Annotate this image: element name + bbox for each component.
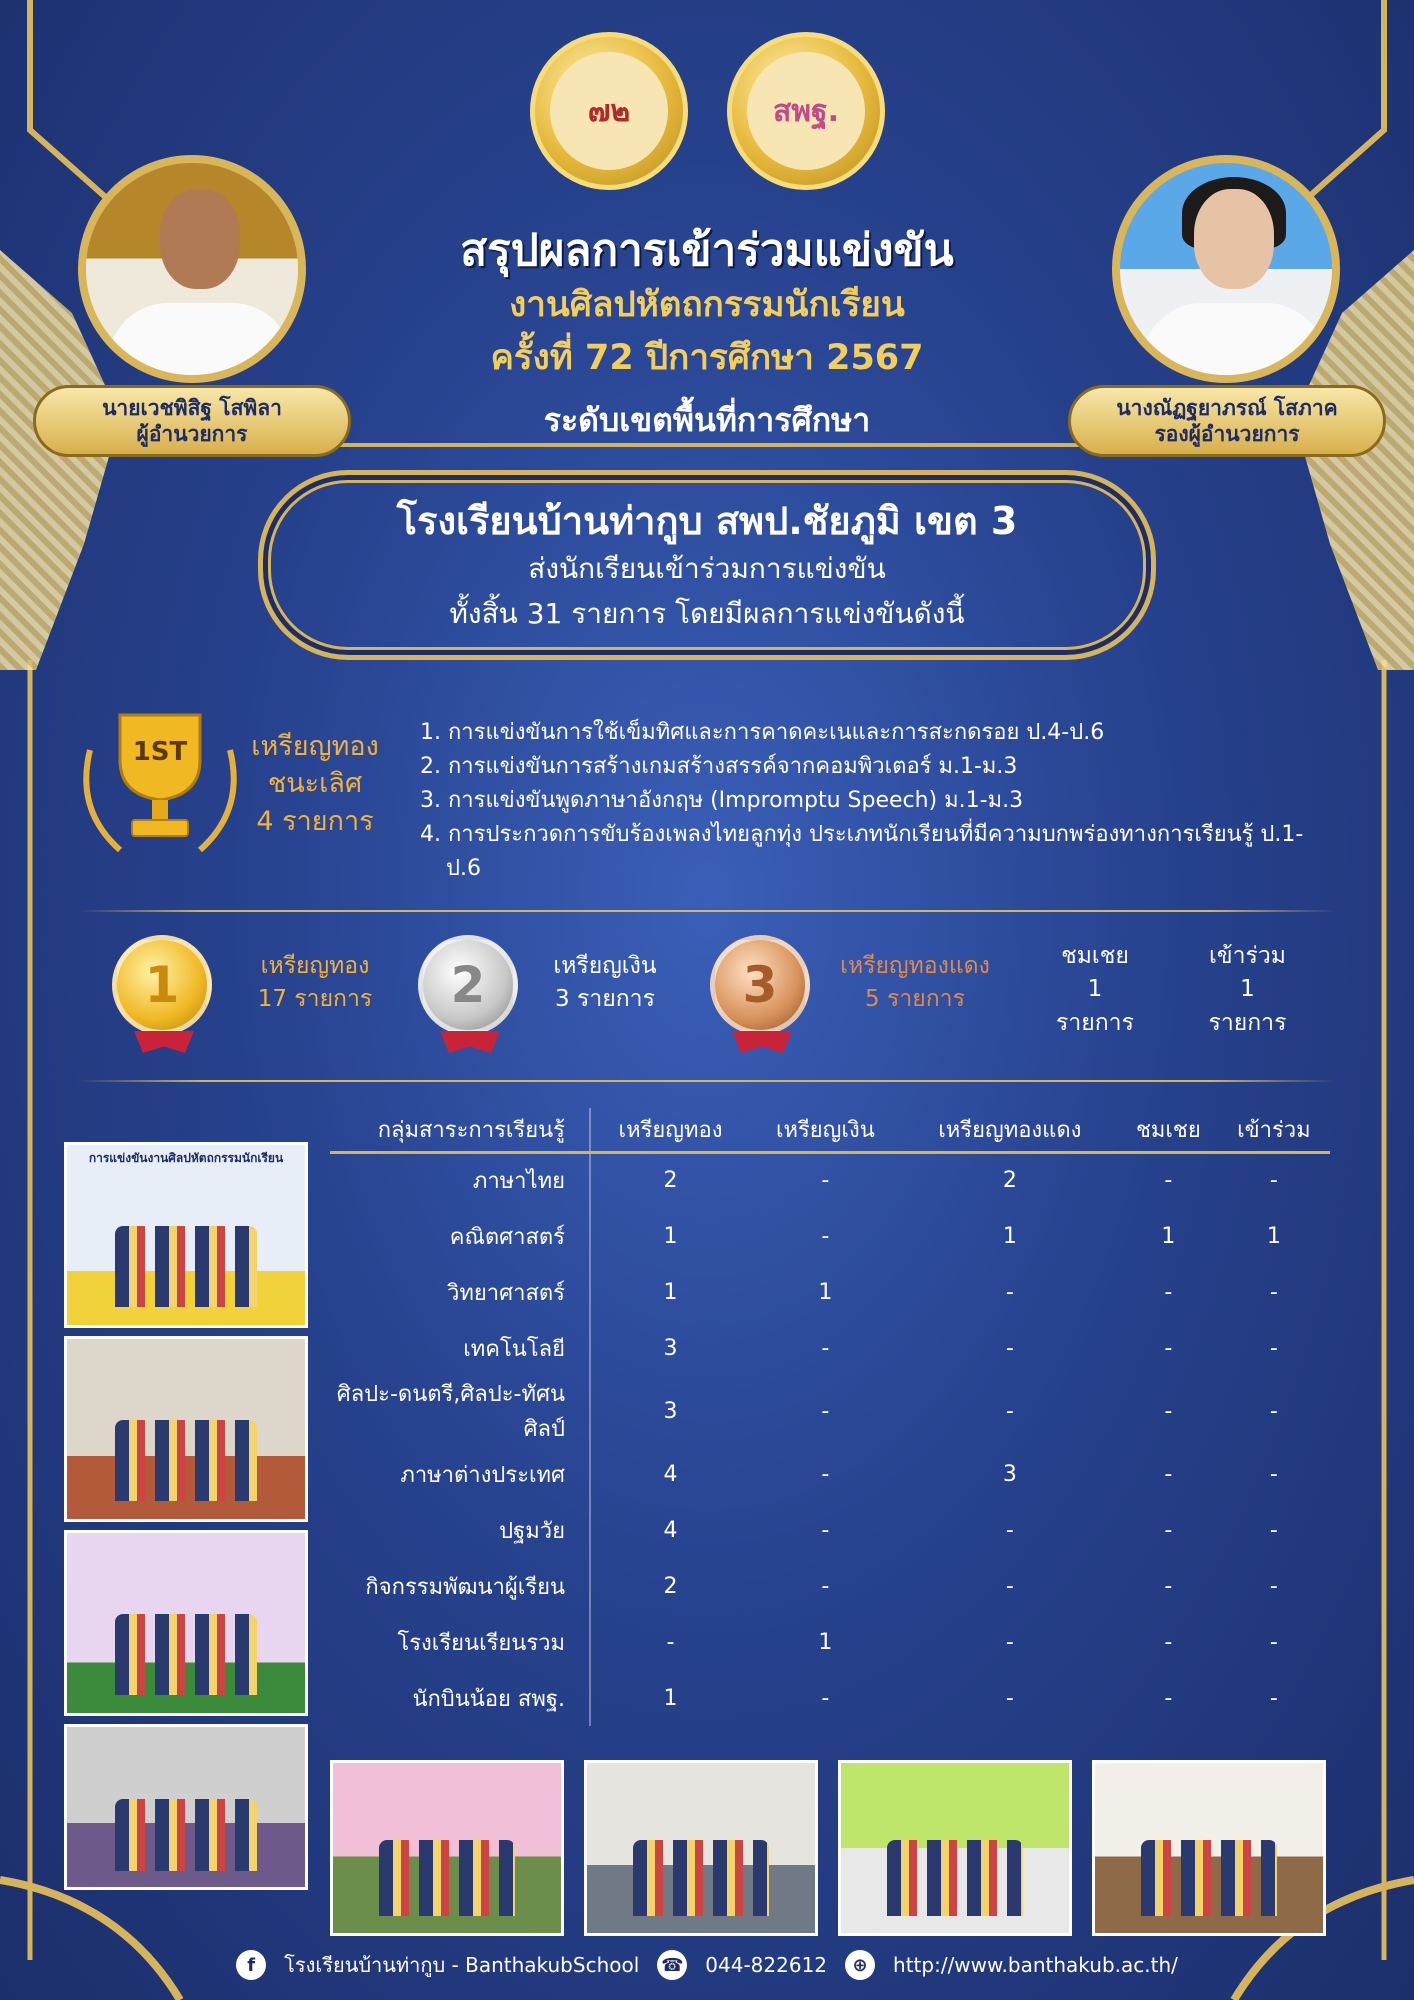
champion-item: 3. การแข่งขันพูดภาษาอังกฤษ (Impromptu Speech) ม.1-ม.3 xyxy=(420,788,1024,813)
silver-medal-number: 2 xyxy=(418,935,518,1035)
event-photo xyxy=(64,1530,308,1716)
count-cell: - xyxy=(1005,1279,1014,1305)
table-header-row xyxy=(330,1108,1330,1152)
bronze-medal-number: 3 xyxy=(710,935,810,1035)
champion-list xyxy=(420,716,1320,886)
deputy-role: รองผู้อำนวยการ xyxy=(1154,422,1300,446)
champion-item: 1. การแข่งขันการใช้เข็มทิศและการคาดคะเนและการสะกดรอย ป.4-ป.6 xyxy=(420,720,1105,745)
table-row xyxy=(330,1376,1330,1446)
count-cell: - xyxy=(1269,1279,1278,1305)
count-cell: 3 xyxy=(590,1376,750,1446)
school-summary-line2: ทั้งสิ้น 31 รายการ โดยมีผลการแข่งขันดังนี้ xyxy=(449,597,965,630)
count-cell: 3 xyxy=(590,1320,750,1376)
silver-label: เหรียญเงิน xyxy=(553,953,657,979)
subject-cell: นักบินน้อย สพฐ. xyxy=(412,1686,565,1712)
count-cell: - xyxy=(1164,1398,1173,1424)
deputy-name: นางณัฏฐยาภรณ์ โสภาค xyxy=(1116,395,1338,420)
table-row xyxy=(330,1208,1330,1264)
count-cell: - xyxy=(1164,1685,1173,1711)
divider xyxy=(78,910,1336,912)
count-cell: - xyxy=(1269,1573,1278,1599)
count-cell: - xyxy=(1005,1517,1014,1543)
subject-cell: ศิลปะ-ดนตรี,ศิลปะ-ทัศนศิลป์ xyxy=(336,1382,565,1442)
count-cell: - xyxy=(1269,1685,1278,1711)
table-row xyxy=(330,1670,1330,1726)
champion-line3: 4 รายการ xyxy=(256,805,374,837)
bronze-summary xyxy=(820,950,1010,1017)
silver-medal-icon xyxy=(418,935,522,1055)
champion-item: 4. การประกวดการขับร้องเพลงไทยลูกทุ่ง ประเภทนักเรียนที่มีความบกพร่องทางการเรียนรู้ ป.1-ป.6 xyxy=(420,822,1304,881)
subject-cell: คณิตศาสตร์ xyxy=(449,1224,565,1250)
table-row xyxy=(330,1614,1330,1670)
col-header-bronze: เหรียญทองแดง xyxy=(901,1108,1119,1152)
subject-cell: โรงเรียนเรียนรวม xyxy=(397,1630,565,1656)
count-cell: 1 xyxy=(590,1264,750,1320)
subject-cell: ภาษาไทย xyxy=(472,1169,565,1195)
divider xyxy=(78,1080,1336,1082)
event-photo xyxy=(64,1336,308,1522)
count-cell: - xyxy=(1164,1517,1173,1543)
trophy-text: 1ST xyxy=(132,737,188,767)
facebook-icon: f xyxy=(236,1950,266,1980)
honor-unit: รายการ xyxy=(1056,1009,1134,1036)
obec-seal-logo xyxy=(727,32,885,190)
count-cell: - xyxy=(821,1398,830,1424)
event-photo xyxy=(64,1724,308,1890)
count-cell: - xyxy=(1005,1629,1014,1655)
school-name: โรงเรียนบ้านท่ากูบ สพป.ชัยภูมิ เขต 3 xyxy=(396,499,1018,543)
count-cell: - xyxy=(1005,1335,1014,1361)
count-cell: - xyxy=(1269,1461,1278,1487)
silver-count: 3 รายการ xyxy=(555,986,655,1013)
participate-unit: รายการ xyxy=(1208,1009,1287,1036)
competition-level: ระดับเขตพื้นที่การศึกษา xyxy=(543,401,871,439)
footer xyxy=(0,1945,1414,1985)
event-name: งานศิลปหัตถกรรมนักเรียน xyxy=(509,285,905,325)
table-row xyxy=(330,1446,1330,1502)
subject-cell: เทคโนโลยี xyxy=(463,1336,565,1362)
count-cell: - xyxy=(1269,1398,1278,1424)
champion-line1: เหรียญทอง xyxy=(251,731,379,762)
count-cell: 2 xyxy=(590,1558,750,1614)
director-name: นายเวชพิสิฐ โสพิลา xyxy=(102,395,282,420)
count-cell: - xyxy=(821,1223,830,1249)
subject-cell: ภาษาต่างประเทศ xyxy=(400,1462,565,1488)
count-cell: 4 xyxy=(590,1446,750,1502)
gold-label: เหรียญทอง xyxy=(260,953,370,979)
champion-label xyxy=(240,728,390,840)
subject-cell: ปฐมวัย xyxy=(499,1518,565,1544)
count-cell: - xyxy=(1164,1168,1173,1194)
table-row xyxy=(330,1558,1330,1614)
count-cell: - xyxy=(1164,1335,1173,1361)
count-cell: - xyxy=(821,1335,830,1361)
results-table xyxy=(330,1108,1330,1726)
seal-left-text: ๗๒ xyxy=(550,52,668,170)
event-photo xyxy=(838,1760,1072,1936)
count-cell: 1 xyxy=(818,1629,833,1655)
district-seal-logo xyxy=(530,32,688,190)
bronze-medal-icon xyxy=(710,935,814,1055)
table-row xyxy=(330,1152,1330,1208)
count-cell: 1 xyxy=(818,1279,833,1305)
count-cell: 4 xyxy=(590,1502,750,1558)
event-edition: ครั้งที่ 72 ปีการศึกษา 2567 xyxy=(490,338,924,378)
col-header-honor: ชมเชย xyxy=(1119,1108,1218,1152)
col-header-gold: เหรียญทอง xyxy=(590,1108,750,1152)
subject-cell: กิจกรรมพัฒนาผู้เรียน xyxy=(365,1574,565,1600)
page-title: สรุปผลการเข้าร่วมแข่งขัน xyxy=(460,225,954,276)
count-cell: 2 xyxy=(590,1152,750,1208)
silver-summary xyxy=(530,950,680,1017)
count-cell: - xyxy=(821,1461,830,1487)
participate-count: 1 xyxy=(1240,976,1255,1003)
participate-summary xyxy=(1190,940,1305,1040)
honor-count: 1 xyxy=(1087,976,1103,1003)
col-header-subject: กลุ่มสาระการเรียนรู้ xyxy=(330,1108,590,1152)
participate-label: เข้าร่วม xyxy=(1209,943,1286,969)
count-cell: - xyxy=(590,1614,750,1670)
count-cell: 1 xyxy=(1002,1223,1017,1249)
count-cell: - xyxy=(821,1517,830,1543)
table-row xyxy=(330,1320,1330,1376)
seal-right-text: สพฐ. xyxy=(747,52,865,170)
event-photo xyxy=(330,1760,564,1936)
count-cell: - xyxy=(821,1685,830,1711)
trophy-icon xyxy=(70,710,250,860)
globe-icon: ⊕ xyxy=(845,1950,875,1980)
col-header-silver: เหรียญเงิน xyxy=(750,1108,901,1152)
director-role: ผู้อำนวยการ xyxy=(136,422,248,446)
count-cell: 3 xyxy=(1002,1461,1017,1487)
event-photo xyxy=(1092,1760,1326,1936)
bronze-count: 5 รายการ xyxy=(865,986,965,1013)
event-photo xyxy=(584,1760,818,1936)
count-cell: - xyxy=(1164,1279,1173,1305)
col-header-participate: เข้าร่วม xyxy=(1218,1108,1330,1152)
champion-item: 2. การแข่งขันการสร้างเกมสร้างสรรค์จากคอมพิวเตอร์ ม.1-ม.3 xyxy=(420,754,1018,779)
count-cell: - xyxy=(821,1573,830,1599)
honor-label: ชมเชย xyxy=(1061,943,1129,969)
count-cell: - xyxy=(1269,1629,1278,1655)
gold-summary xyxy=(230,950,400,1017)
gold-medal-number: 1 xyxy=(112,935,212,1035)
count-cell: 2 xyxy=(1002,1168,1017,1194)
bronze-label: เหรียญทองแดง xyxy=(840,953,990,979)
phone-number[interactable]: 044-822612 xyxy=(705,1953,828,1977)
count-cell: - xyxy=(1005,1573,1014,1599)
count-cell: 1 xyxy=(1161,1223,1176,1249)
count-cell: - xyxy=(821,1168,830,1194)
champion-line2: ชนะเลิศ xyxy=(267,768,363,800)
table-row xyxy=(330,1502,1330,1558)
count-cell: - xyxy=(1269,1335,1278,1361)
count-cell: - xyxy=(1269,1168,1278,1194)
gold-medal-icon xyxy=(112,935,216,1055)
school-summary-line1: ส่งนักเรียนเข้าร่วมการแข่งขัน xyxy=(528,552,886,585)
event-photo xyxy=(64,1142,308,1328)
photo-caption: การแข่งขันงานศิลปหัตถกรรมนักเรียน xyxy=(88,1151,284,1165)
table-row xyxy=(330,1264,1330,1320)
website-link[interactable]: http://www.banthakub.ac.th/ xyxy=(893,1953,1178,1977)
count-cell: - xyxy=(1269,1517,1278,1543)
facebook-link[interactable]: โรงเรียนบ้านท่ากูบ - BanthakubSchool xyxy=(284,1953,640,1977)
phone-icon: ☎ xyxy=(657,1950,687,1980)
count-cell: 1 xyxy=(590,1208,750,1264)
count-cell: - xyxy=(1005,1685,1014,1711)
honor-summary xyxy=(1040,940,1150,1040)
count-cell: - xyxy=(1164,1629,1173,1655)
count-cell: - xyxy=(1164,1573,1173,1599)
gold-count: 17 รายการ xyxy=(257,986,373,1013)
count-cell: 1 xyxy=(1266,1223,1281,1249)
count-cell: 1 xyxy=(590,1670,750,1726)
count-cell: - xyxy=(1164,1461,1173,1487)
subject-cell: วิทยาศาสตร์ xyxy=(447,1280,565,1306)
count-cell: - xyxy=(1005,1398,1014,1424)
